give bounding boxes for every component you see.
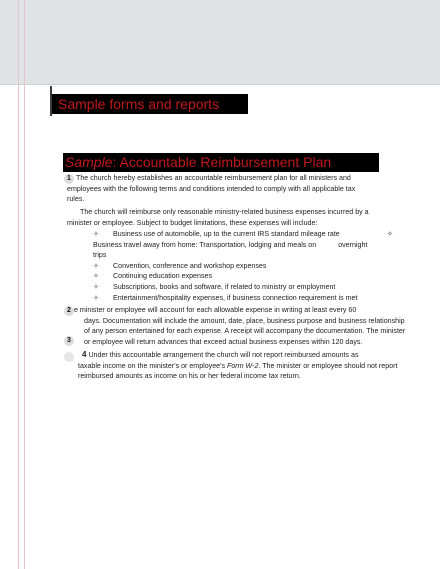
- diamond-bullet-icon: ✧: [93, 230, 99, 238]
- number-badge-4: [64, 352, 74, 362]
- number-badge-3: 3: [64, 336, 74, 346]
- intro-line: employees with the following terms and conditions intended to comply with all applicable tax: [67, 184, 356, 193]
- expenses-line: The church will reimburse only reasonable ministry-related business expenses incurred by a: [80, 208, 369, 216]
- intro-line: rules.: [67, 195, 85, 204]
- diamond-bullet-icon: ✧: [93, 261, 99, 270]
- list-item: ✧ Convention, conference and workshop expenses: [93, 261, 267, 270]
- expenses-line: minister or employee. Subject to budget limitations, these expenses will include:: [67, 218, 318, 227]
- diamond-bullet-icon: ✧: [93, 272, 99, 281]
- header-band: [0, 0, 440, 85]
- list-item: ✧ Continuing education expenses: [93, 272, 212, 281]
- number-badge-1: 1: [64, 174, 74, 184]
- reporting-paragraph: 4 Under this accountable arrangement the church will not report reimbursed amounts as taxable income on the minister's or employee's Form W-2. The minister or employee should not report reimbursed amounts as income on his or her federal income tax return.: [78, 350, 398, 381]
- intro-line: The church hereby establishes an accountable reimbursement plan for all ministers and: [76, 174, 351, 182]
- document-title-sample: Sample: [65, 154, 113, 170]
- accounting-paragraph: e minister or employee will account for each allowable expense in writing at least every 60 days. Documentation will include the amount, date, place, business purpose and business relationship of any person entertained for each expense. A receipt will accompany the documentation. The minister or employee will return advances that exceed actual business expenses within 120 days.: [74, 306, 406, 346]
- document-title-rest: : Accountable Reimbursement Plan: [112, 154, 332, 170]
- margin-line: [24, 0, 25, 569]
- margin-line: [18, 0, 19, 569]
- list-item: Business travel away from home: Transportation, lodging and meals on overnight trips: [93, 240, 368, 260]
- expense-list: [93, 229, 393, 303]
- expenses-paragraph: [67, 207, 402, 228]
- diamond-bullet-icon: ✧: [93, 293, 99, 302]
- diamond-bullet-icon: ✧: [93, 282, 99, 291]
- section-title: Sample forms and reports: [52, 94, 248, 114]
- diamond-bullet-icon: ✧: [387, 230, 393, 238]
- document-title: [63, 153, 379, 172]
- intro-paragraph: [67, 173, 402, 205]
- number-badge-2: 2: [64, 306, 74, 316]
- list-item: ✧ Business use of automobile, up to the current IRS standard mileage rate ✧: [93, 230, 393, 238]
- item-number: 4: [82, 350, 87, 359]
- list-item: ✧ Subscriptions, books and software, if related to ministry or employment: [93, 282, 336, 291]
- list-item: ✧ Entertainment/hospitality expenses, if business connection requirement is met: [93, 293, 358, 302]
